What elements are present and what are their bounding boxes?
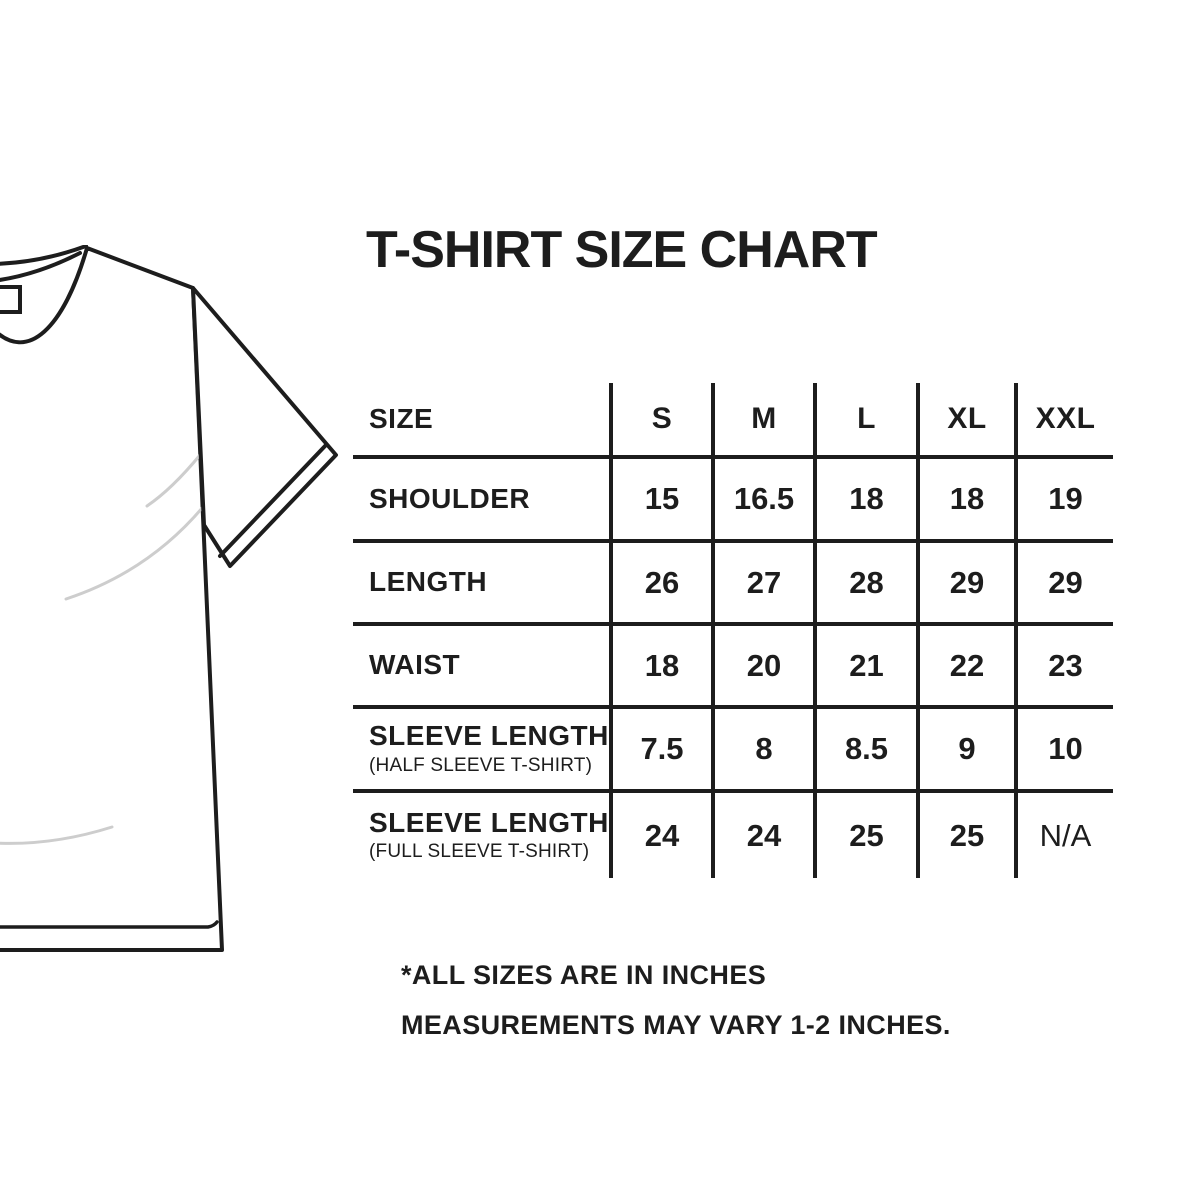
table-cell: 16.5: [715, 459, 817, 543]
table-cell: 24: [715, 793, 817, 878]
table-cell: 29: [920, 543, 1018, 626]
table-cell-na: N/A: [1039, 817, 1092, 853]
size-table: [353, 383, 1113, 878]
row-label: LENGTH: [369, 566, 488, 598]
column-header-xxl: XXL: [1018, 383, 1113, 459]
table-cell: 18: [613, 626, 715, 709]
table-corner-cell: [353, 383, 613, 459]
table-cell: 18: [920, 459, 1018, 543]
footnote-line-1: *ALL SIZES ARE IN INCHES: [401, 960, 767, 990]
table-cell: 24: [613, 793, 715, 878]
table-cell: 20: [715, 626, 817, 709]
row-label: SHOULDER: [369, 482, 531, 514]
footnote: [401, 950, 951, 1050]
table-cell: 18: [817, 459, 920, 543]
table-cell: 9: [920, 709, 1018, 793]
row-label: SLEEVE LENGTH: [369, 720, 609, 752]
column-header-s: S: [613, 383, 715, 459]
row-header-waist: [353, 626, 613, 709]
table-cell: 25: [817, 793, 920, 878]
table-cell: 29: [1018, 543, 1113, 626]
table-cell: 7.5: [613, 709, 715, 793]
table-cell: 22: [920, 626, 1018, 709]
corner-label: SIZE: [369, 402, 434, 434]
tshirt-illustration: [0, 245, 340, 955]
table-cell: 10: [1018, 709, 1113, 793]
column-header-l: L: [817, 383, 920, 459]
tshirt-body: [0, 248, 222, 950]
table-cell: 8.5: [817, 709, 920, 793]
table-cell: 23: [1018, 626, 1113, 709]
tshirt-neck-tag: [0, 287, 20, 312]
row-header-length: [353, 543, 613, 626]
table-cell: 28: [817, 543, 920, 626]
table-cell: 27: [715, 543, 817, 626]
table-cell: 21: [817, 626, 920, 709]
table-cell: 15: [613, 459, 715, 543]
row-label: SLEEVE LENGTH: [369, 806, 609, 838]
page-title: T-SHIRT SIZE CHART: [366, 221, 877, 279]
row-header-sleeve-half: [353, 709, 613, 793]
column-header-m: M: [715, 383, 817, 459]
row-sublabel: (HALF SLEEVE T-SHIRT): [369, 754, 593, 776]
table-cell: 19: [1018, 459, 1113, 543]
table-cell: 26: [613, 543, 715, 626]
tshirt-sleeve: [193, 288, 336, 566]
row-header-shoulder: [353, 459, 613, 543]
row-label: WAIST: [369, 649, 461, 681]
column-header-xl: XL: [920, 383, 1018, 459]
table-cell: 8: [715, 709, 817, 793]
footnote-line-2: MEASUREMENTS MAY VARY 1-2 INCHES.: [401, 1010, 951, 1040]
row-header-sleeve-full: [353, 793, 613, 878]
row-sublabel: (FULL SLEEVE T-SHIRT): [369, 841, 590, 863]
table-cell: 25: [920, 793, 1018, 878]
